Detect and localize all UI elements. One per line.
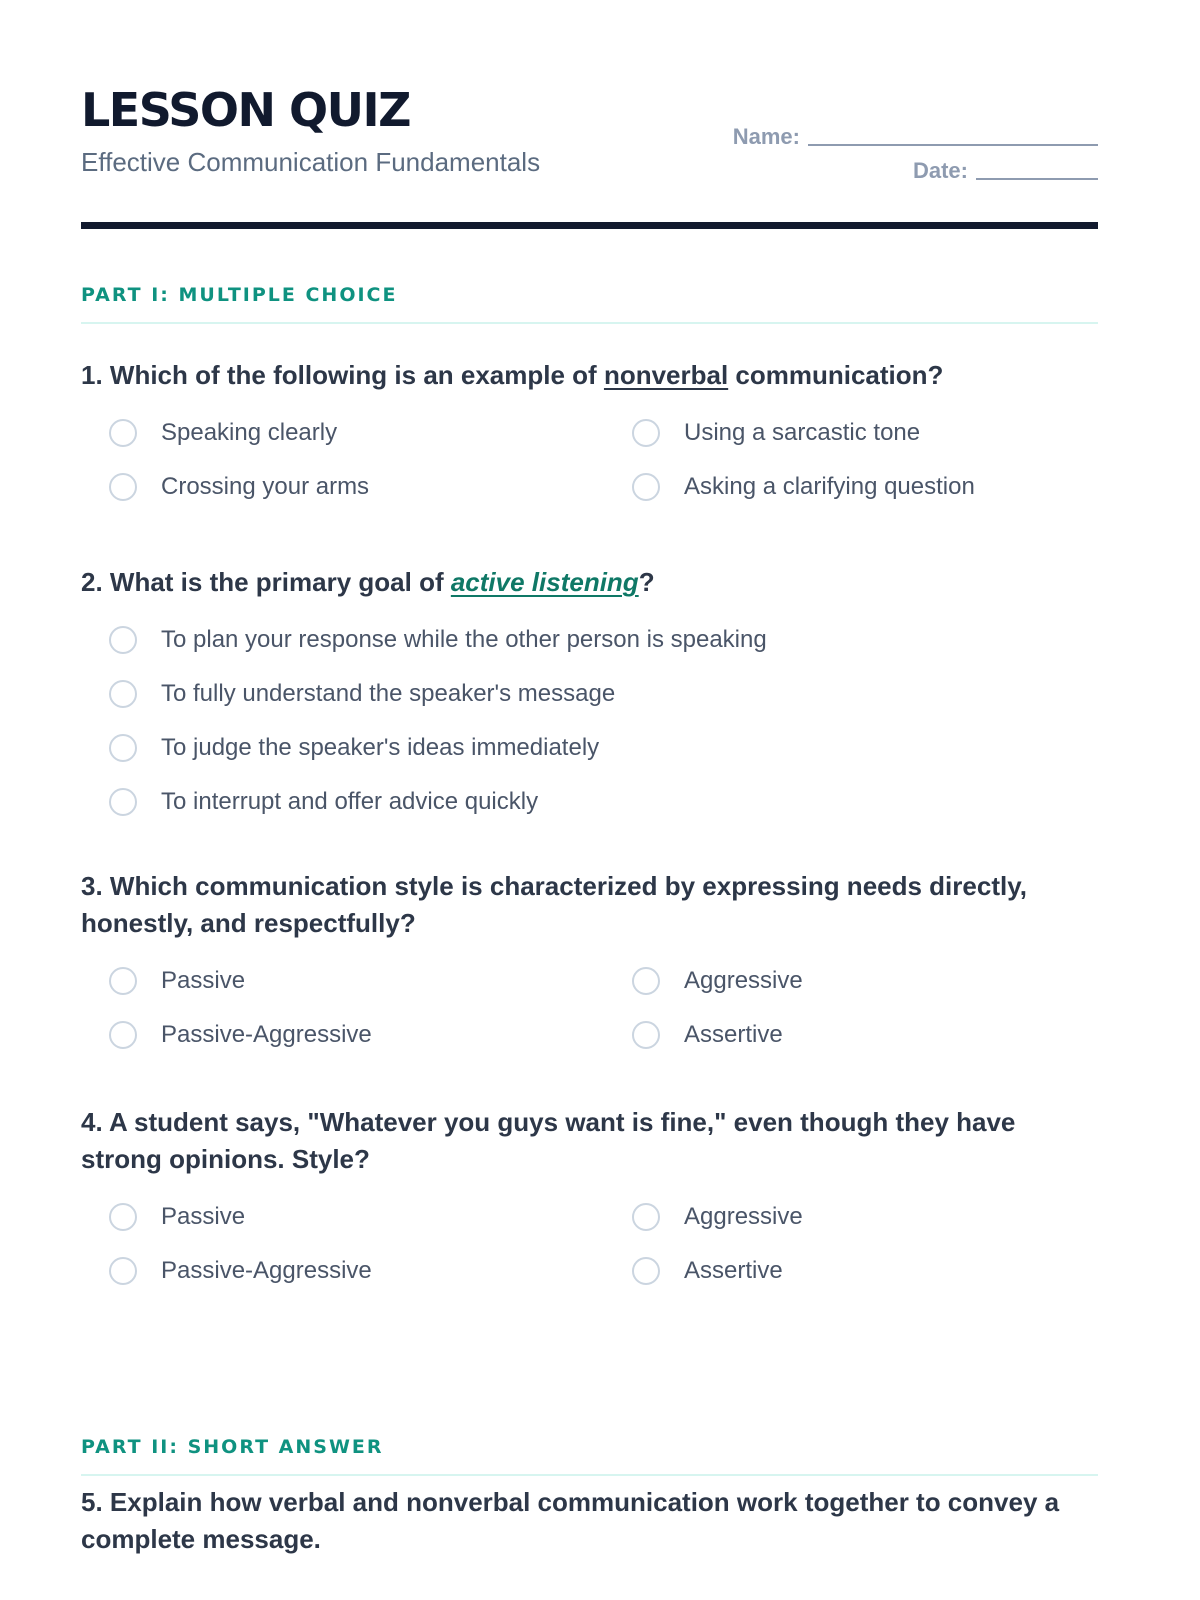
question-1-prefix: 1. Which of the following is an example of (81, 360, 604, 390)
option-label: Aggressive (684, 1203, 803, 1230)
option-label: Speaking clearly (161, 419, 338, 446)
q3-option-b[interactable] (632, 964, 1098, 998)
q4-option-a[interactable] (109, 1200, 632, 1234)
q4-option-d[interactable] (632, 1254, 1098, 1288)
date-row (733, 150, 1098, 184)
question-2-prefix: 2. What is the primary goal of (81, 567, 451, 597)
option-label: To plan your response while the other person is speaking (161, 626, 767, 653)
question-4-text: 4. A student says, "Whatever you guys want is fine," even though they have strong opinions. Style? (81, 1107, 1016, 1174)
q3-option-a[interactable] (109, 964, 632, 998)
question-2-suffix: ? (638, 567, 655, 597)
question-2 (81, 564, 1098, 819)
q2-option-c[interactable] (109, 731, 1098, 765)
option-label: To judge the speaker's ideas immediately (161, 734, 600, 761)
option-label: Passive-Aggressive (161, 1257, 372, 1284)
question-2-options (81, 623, 1098, 819)
radio-button[interactable] (632, 1203, 660, 1231)
page-subtitle: Effective Communication Fundamentals (81, 147, 541, 177)
option-label: To interrupt and offer advice quickly (161, 788, 539, 815)
option-label: Passive (161, 967, 246, 994)
question-2-term: active listening (450, 567, 639, 597)
option-label: Aggressive (684, 967, 803, 994)
radio-button[interactable] (632, 967, 660, 995)
radio-button[interactable] (109, 788, 137, 816)
q2-option-a[interactable] (109, 623, 1098, 657)
q2-option-b[interactable] (109, 677, 1098, 711)
radio-button[interactable] (632, 1021, 660, 1049)
q2-option-d[interactable] (109, 785, 1098, 819)
q4-option-c[interactable] (109, 1254, 632, 1288)
radio-button[interactable] (109, 1203, 137, 1231)
option-label: Crossing your arms (161, 473, 370, 500)
radio-button[interactable] (109, 1021, 137, 1049)
q4-option-b[interactable] (632, 1200, 1098, 1234)
question-3-text: 3. Which communication style is characterized by expressing needs directly, honestly, and respectfully? (81, 871, 1027, 938)
question-1-suffix: communication? (728, 360, 944, 390)
name-label: Name: (732, 124, 800, 149)
question-4-options (81, 1200, 1098, 1288)
q3-option-c[interactable] (109, 1018, 632, 1052)
name-row (733, 116, 1098, 150)
name-field[interactable] (808, 122, 1098, 146)
question-4 (81, 1104, 1098, 1288)
page-title: LESSON QUIZ (81, 83, 410, 137)
quiz-header (81, 0, 1098, 232)
option-label: Passive-Aggressive (161, 1021, 372, 1048)
option-label: Assertive (684, 1021, 783, 1048)
radio-button[interactable] (109, 1257, 137, 1285)
q3-option-d[interactable] (632, 1018, 1098, 1052)
radio-button[interactable] (632, 473, 660, 501)
radio-button[interactable] (632, 1257, 660, 1285)
option-label: Using a sarcastic tone (684, 419, 921, 446)
date-field[interactable] (976, 156, 1098, 180)
option-label: Passive (161, 1203, 246, 1230)
question-3-options (81, 964, 1098, 1052)
radio-button[interactable] (109, 626, 137, 654)
header-divider (81, 222, 1098, 229)
radio-button[interactable] (109, 473, 137, 501)
radio-button[interactable] (109, 734, 137, 762)
q1-option-b[interactable] (632, 416, 1098, 450)
question-1 (81, 357, 1098, 504)
question-1-term: nonverbal (603, 360, 729, 390)
q1-option-d[interactable] (632, 470, 1098, 504)
question-1-text (81, 357, 1098, 394)
section-title-short-answer: PART II: SHORT ANSWER (81, 1436, 1098, 1476)
radio-button[interactable] (109, 419, 137, 447)
section-title-multiple-choice: PART I: MULTIPLE CHOICE (81, 284, 1098, 324)
option-label: Asking a clarifying question (684, 473, 975, 500)
q1-option-a[interactable] (109, 416, 632, 450)
student-info (733, 116, 1098, 184)
question-2-text (81, 564, 1098, 601)
q1-option-c[interactable] (109, 470, 632, 504)
radio-button[interactable] (109, 680, 137, 708)
radio-button[interactable] (109, 967, 137, 995)
radio-button[interactable] (632, 419, 660, 447)
question-5-text: 5. Explain how verbal and nonverbal communication work together to convey a complete message. (81, 1487, 1060, 1554)
option-label: Assertive (684, 1257, 783, 1284)
question-3 (81, 868, 1098, 1052)
question-1-options (81, 416, 1098, 504)
question-5 (81, 1484, 1098, 1558)
option-label: To fully understand the speaker's message (161, 680, 616, 707)
date-label: Date: (912, 158, 968, 183)
